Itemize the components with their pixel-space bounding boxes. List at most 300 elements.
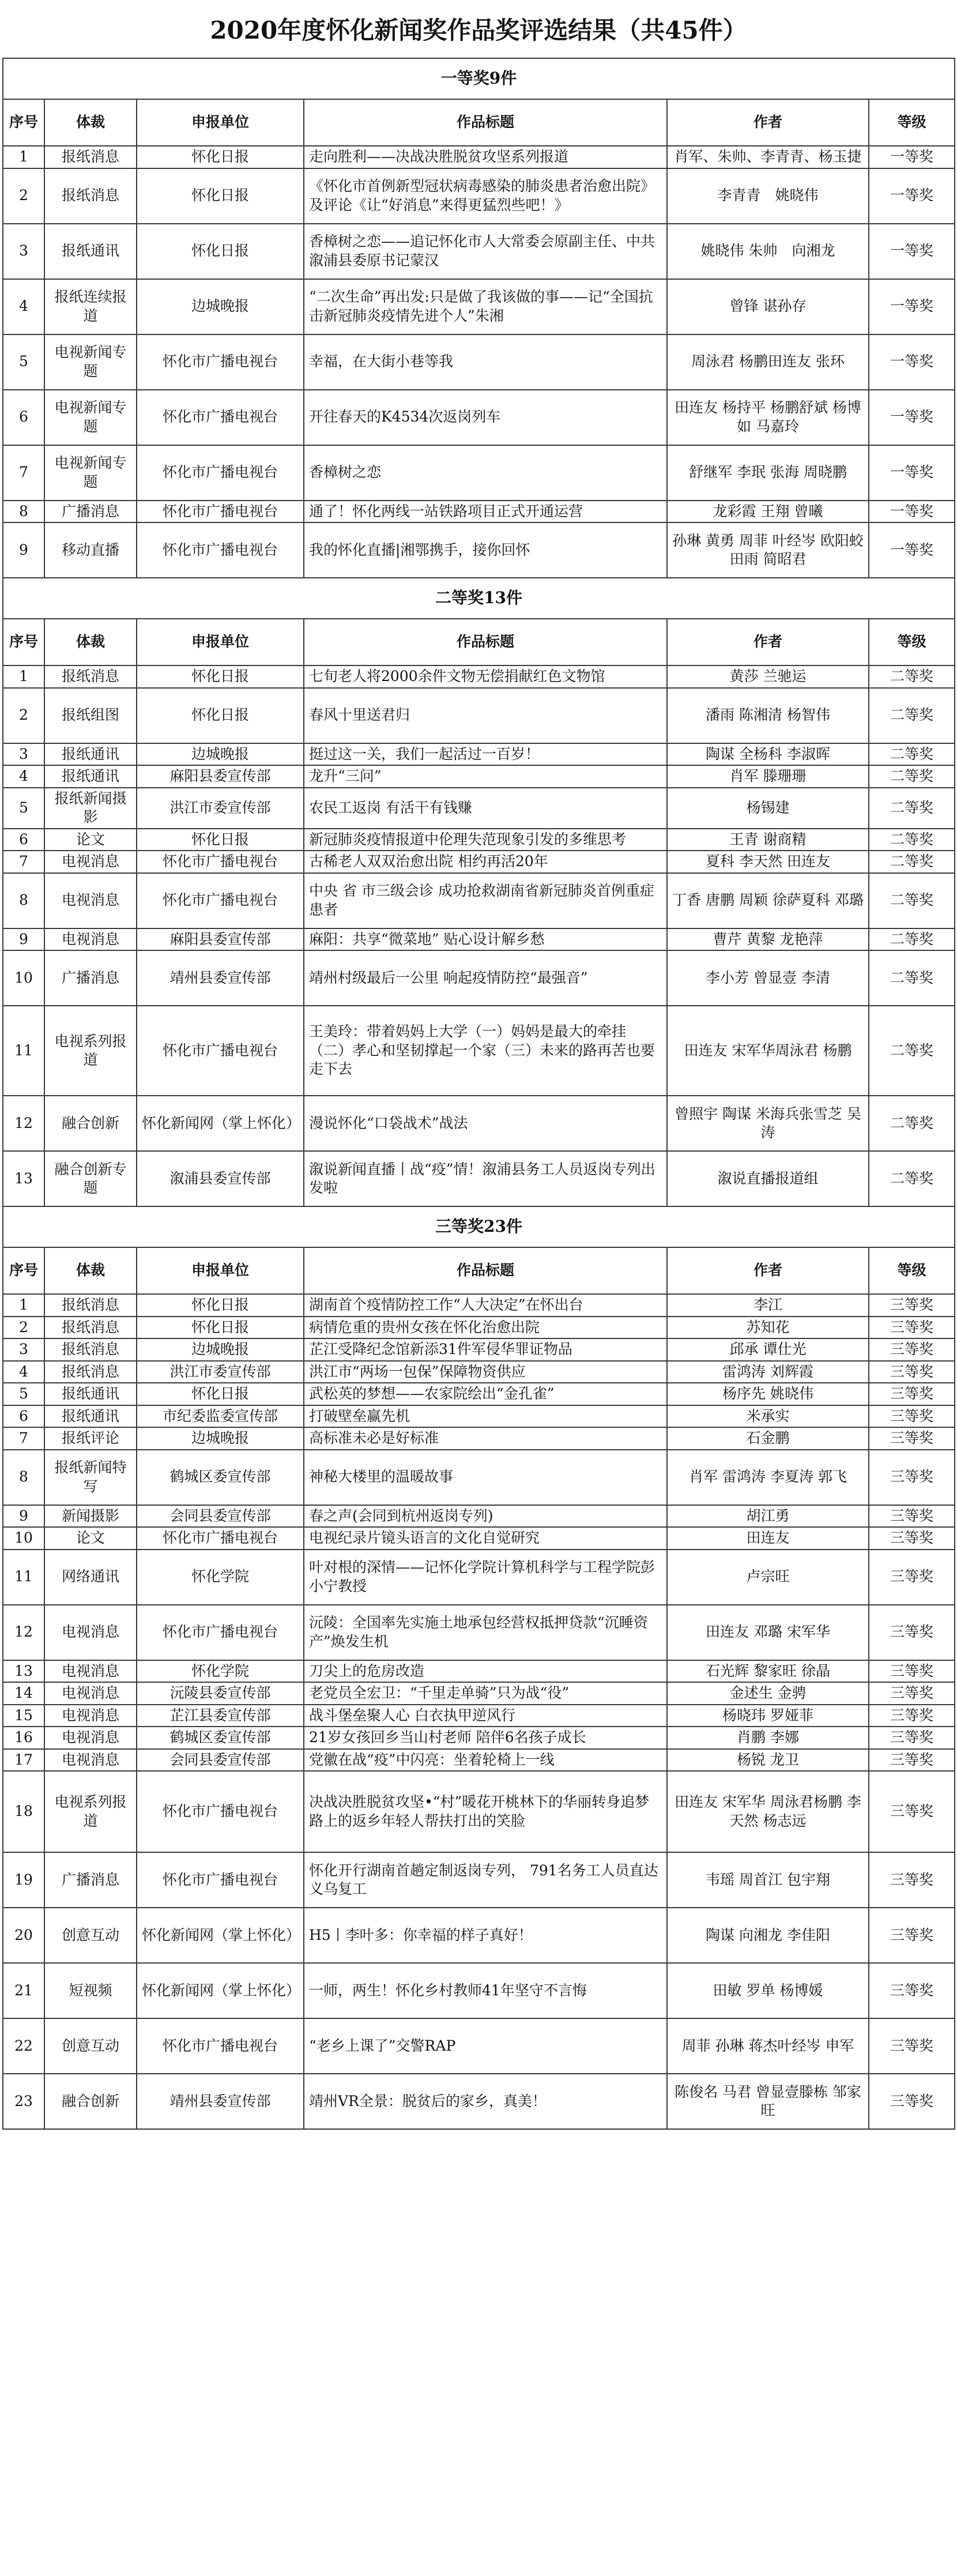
cell-title: 农民工返岗 有活干有钱赚: [304, 788, 667, 829]
cell-grade: 三等奖: [869, 2018, 955, 2074]
cell-author: 肖军 雷鸿涛 李夏涛 郭飞: [667, 1450, 869, 1505]
cell-genre: 电视消息: [44, 873, 137, 928]
table-row: [3, 851, 955, 873]
cell-title: 湖南首个疫情防控工作“人大决定”在怀出台: [304, 1294, 667, 1317]
cell-index: 4: [3, 1361, 44, 1383]
awards-table-body: [3, 58, 955, 2129]
cell-author: 陶谋 全杨科 李淑晖: [667, 743, 869, 766]
cell-title: 决战决胜脱贫攻坚•“村”暖花开桃林下的华丽转身追梦路上的返乡年轻人帮扶打出的笑脸: [304, 1771, 667, 1852]
cell-unit: 靖州县委宣传部: [137, 2074, 304, 2129]
cell-grade: 二等奖: [869, 765, 955, 788]
cell-genre: 广播消息: [44, 1852, 137, 1908]
cell-author: 田连友 邓璐 宋军华: [667, 1605, 869, 1660]
cell-grade: 二等奖: [869, 1151, 955, 1206]
cell-unit: 怀化市广播电视台: [137, 445, 304, 501]
cell-grade: 三等奖: [869, 1727, 955, 1749]
col-header-index: 序号: [3, 99, 44, 146]
cell-genre: 融合创新: [44, 2074, 137, 2129]
cell-genre: 报纸消息: [44, 665, 137, 688]
table-row: [3, 1727, 955, 1749]
cell-index: 9: [3, 522, 44, 578]
cell-grade: 二等奖: [869, 950, 955, 1006]
cell-index: 4: [3, 279, 44, 334]
section-title: 一等奖9件: [3, 58, 955, 99]
table-row: [3, 928, 955, 951]
cell-grade: 二等奖: [869, 829, 955, 851]
cell-unit: 麻阳县委宣传部: [137, 765, 304, 788]
cell-genre: 融合创新: [44, 1096, 137, 1151]
cell-index: 7: [3, 851, 44, 873]
cell-index: 3: [3, 743, 44, 766]
cell-title: 香樟树之恋: [304, 445, 667, 501]
col-header-grade: 等级: [869, 1247, 955, 1294]
cell-genre: 电视新闻专题: [44, 334, 137, 390]
table-row: [3, 1317, 955, 1339]
table-row: [3, 788, 955, 829]
cell-author: 肖鹏 李娜: [667, 1727, 869, 1749]
cell-index: 1: [3, 146, 44, 168]
cell-grade: 一等奖: [869, 501, 955, 523]
cell-author: 龙彩霞 王翔 曾曦: [667, 501, 869, 523]
cell-unit: 怀化市广播电视台: [137, 873, 304, 928]
cell-title: 刀尖上的危房改造: [304, 1660, 667, 1683]
cell-grade: 二等奖: [869, 1006, 955, 1096]
cell-genre: 创意互动: [44, 1908, 137, 1963]
cell-title: 靖州村级最后一公里 响起疫情防控“最强音”: [304, 950, 667, 1006]
cell-genre: 移动直播: [44, 522, 137, 578]
cell-title: 香樟树之恋——追记怀化市人大常委会原副主任、中共溆浦县委原书记蒙汉: [304, 224, 667, 279]
cell-unit: 怀化市广播电视台: [137, 1771, 304, 1852]
col-header-index: 序号: [3, 619, 44, 665]
cell-grade: 三等奖: [869, 1749, 955, 1772]
cell-author: 苏知花: [667, 1317, 869, 1339]
col-header-title: 作品标题: [304, 619, 667, 665]
table-row: [3, 1527, 955, 1550]
cell-index: 5: [3, 334, 44, 390]
section-header: [3, 1206, 955, 1247]
cell-unit: 怀化新闻网（掌上怀化）: [137, 1096, 304, 1151]
cell-grade: 二等奖: [869, 873, 955, 928]
column-header-row: [3, 619, 955, 665]
cell-title: 神秘大楼里的温暖故事: [304, 1450, 667, 1505]
table-row: [3, 1096, 955, 1151]
table-row: [3, 146, 955, 168]
cell-unit: 沅陵县委宣传部: [137, 1682, 304, 1705]
cell-grade: 三等奖: [869, 1383, 955, 1405]
section-header: [3, 578, 955, 619]
cell-title: 七旬老人将2000余件文物无偿捐献红色文物馆: [304, 665, 667, 688]
cell-grade: 三等奖: [869, 1660, 955, 1683]
cell-genre: 报纸消息: [44, 1361, 137, 1383]
cell-grade: 一等奖: [869, 522, 955, 578]
cell-index: 14: [3, 1682, 44, 1705]
cell-index: 22: [3, 2018, 44, 2074]
cell-grade: 二等奖: [869, 928, 955, 951]
cell-title: 一师，两生！怀化乡村教师41年坚守不言悔: [304, 1963, 667, 2018]
cell-title: 春风十里送君归: [304, 688, 667, 743]
cell-author: 肖军、朱帅、李青青、杨玉捷: [667, 146, 869, 168]
cell-genre: 报纸通讯: [44, 765, 137, 788]
cell-genre: 报纸消息: [44, 1338, 137, 1361]
cell-genre: 创意互动: [44, 2018, 137, 2074]
cell-index: 6: [3, 829, 44, 851]
table-row: [3, 1682, 955, 1705]
cell-author: 周菲 孙琳 蒋杰叶经岑 申军: [667, 2018, 869, 2074]
cell-grade: 三等奖: [869, 1338, 955, 1361]
cell-title: 怀化开行湖南首趟定制返岗专列， 791名务工人员直达义乌复工: [304, 1852, 667, 1908]
cell-index: 20: [3, 1908, 44, 1963]
cell-author: 姚晓伟 朱帅 向湘龙: [667, 224, 869, 279]
cell-grade: 三等奖: [869, 1450, 955, 1505]
cell-title: 21岁女孩回乡当山村老师 陪伴6名孩子成长: [304, 1727, 667, 1749]
cell-unit: 边城晚报: [137, 743, 304, 766]
cell-unit: 芷江县委宣传部: [137, 1705, 304, 1727]
table-row: [3, 1405, 955, 1428]
cell-grade: 三等奖: [869, 1294, 955, 1317]
cell-author: 李江: [667, 1294, 869, 1317]
table-row: [3, 1660, 955, 1683]
cell-index: 13: [3, 1660, 44, 1683]
cell-author: 田敏 罗单 杨博媛: [667, 1963, 869, 2018]
cell-author: 黄莎 兰驰运: [667, 665, 869, 688]
cell-title: 开往春天的K4534次返岗列车: [304, 390, 667, 445]
cell-title: 走向胜利——决战决胜脱贫攻坚系列报道: [304, 146, 667, 168]
table-row: [3, 1383, 955, 1405]
cell-grade: 二等奖: [869, 743, 955, 766]
cell-title: 王美玲：带着妈妈上大学（一）妈妈是最大的牵挂（二）孝心和坚韧撑起一个家（三）未来的路再苦也要走下去: [304, 1006, 667, 1096]
cell-unit: 边城晚报: [137, 1338, 304, 1361]
cell-unit: 靖州县委宣传部: [137, 950, 304, 1006]
cell-grade: 三等奖: [869, 1605, 955, 1660]
cell-genre: 报纸评论: [44, 1427, 137, 1450]
cell-index: 7: [3, 445, 44, 501]
cell-index: 18: [3, 1771, 44, 1852]
cell-title: 打破壁垒赢先机: [304, 1405, 667, 1428]
col-header-genre: 体裁: [44, 1247, 137, 1294]
cell-genre: 报纸消息: [44, 168, 137, 224]
cell-unit: 会同县委宣传部: [137, 1749, 304, 1772]
cell-title: 挺过这一关，我们一起活过一百岁！: [304, 743, 667, 766]
cell-unit: 怀化市广播电视台: [137, 522, 304, 578]
cell-title: 通了！怀化两线一站铁路项目正式开通运营: [304, 501, 667, 523]
cell-unit: 洪江市委宣传部: [137, 1361, 304, 1383]
cell-index: 8: [3, 873, 44, 928]
col-header-genre: 体裁: [44, 99, 137, 146]
cell-title: 洪江市“两场一包保”保障物资供应: [304, 1361, 667, 1383]
cell-index: 17: [3, 1749, 44, 1772]
col-header-unit: 申报单位: [137, 1247, 304, 1294]
cell-genre: 电视消息: [44, 1660, 137, 1683]
cell-author: 田连友 宋军华 周泳君杨鹏 李天然 杨志远: [667, 1771, 869, 1852]
cell-grade: 三等奖: [869, 1705, 955, 1727]
cell-grade: 三等奖: [869, 1908, 955, 1963]
cell-index: 3: [3, 224, 44, 279]
cell-genre: 融合创新专题: [44, 1151, 137, 1206]
cell-index: 5: [3, 788, 44, 829]
cell-unit: 怀化日报: [137, 1294, 304, 1317]
cell-author: 杨序先 姚晓伟: [667, 1383, 869, 1405]
cell-unit: 怀化日报: [137, 224, 304, 279]
cell-genre: 电视消息: [44, 928, 137, 951]
column-header-row: [3, 1247, 955, 1294]
cell-grade: 二等奖: [869, 665, 955, 688]
cell-author: 曹芹 黄黎 龙艳萍: [667, 928, 869, 951]
cell-genre: 报纸通讯: [44, 743, 137, 766]
cell-grade: 三等奖: [869, 1405, 955, 1428]
cell-unit: 怀化市广播电视台: [137, 334, 304, 390]
cell-grade: 一等奖: [869, 279, 955, 334]
cell-unit: 鹤城区委宣传部: [137, 1450, 304, 1505]
cell-unit: 怀化市广播电视台: [137, 851, 304, 873]
cell-unit: 怀化新闻网（掌上怀化）: [137, 1963, 304, 2018]
cell-author: 米承实: [667, 1405, 869, 1428]
cell-genre: 电视消息: [44, 1705, 137, 1727]
cell-grade: 二等奖: [869, 1096, 955, 1151]
cell-author: 曾照宇 陶谋 米海兵张雪芝 吴涛: [667, 1096, 869, 1151]
cell-unit: 怀化市广播电视台: [137, 1006, 304, 1096]
table-row: [3, 1505, 955, 1528]
cell-author: 杨锐 龙卫: [667, 1749, 869, 1772]
awards-table: [2, 58, 955, 2130]
table-row: [3, 168, 955, 224]
document-title: 2020年度怀化新闻奖作品奖评选结果（共45件）: [210, 16, 747, 44]
cell-title: 漫说怀化“口袋战术”战法: [304, 1096, 667, 1151]
table-row: [3, 688, 955, 743]
table-row: [3, 1749, 955, 1772]
cell-author: 胡江勇: [667, 1505, 869, 1528]
cell-unit: 怀化日报: [137, 168, 304, 224]
col-header-index: 序号: [3, 1247, 44, 1294]
table-row: [3, 1550, 955, 1605]
table-row: [3, 1771, 955, 1852]
col-header-author: 作者: [667, 619, 869, 665]
table-row: [3, 445, 955, 501]
cell-unit: 怀化学院: [137, 1660, 304, 1683]
cell-author: 孙琳 黄勇 周菲 叶经岑 欧阳蛟 田雨 简昭君: [667, 522, 869, 578]
table-row: [3, 1605, 955, 1660]
cell-index: 8: [3, 501, 44, 523]
cell-index: 13: [3, 1151, 44, 1206]
cell-title: 病情危重的贵州女孩在怀化治愈出院: [304, 1317, 667, 1339]
cell-grade: 三等奖: [869, 2074, 955, 2129]
table-row: [3, 1852, 955, 1908]
cell-author: 雷鸿涛 刘辉霞: [667, 1361, 869, 1383]
cell-unit: 怀化新闻网（掌上怀化）: [137, 1908, 304, 1963]
cell-grade: 三等奖: [869, 1361, 955, 1383]
cell-unit: 怀化日报: [137, 829, 304, 851]
cell-unit: 会同县委宣传部: [137, 1505, 304, 1528]
cell-author: 韦瑶 周首江 包宇翔: [667, 1852, 869, 1908]
cell-unit: 怀化市广播电视台: [137, 1527, 304, 1550]
table-row: [3, 2018, 955, 2074]
cell-author: 肖军 滕珊珊: [667, 765, 869, 788]
section-title: 二等奖13件: [3, 578, 955, 619]
cell-author: 李青青 姚晓伟: [667, 168, 869, 224]
cell-genre: 报纸连续报道: [44, 279, 137, 334]
cell-grade: 一等奖: [869, 224, 955, 279]
cell-index: 12: [3, 1605, 44, 1660]
cell-unit: 边城晚报: [137, 1427, 304, 1450]
cell-index: 2: [3, 688, 44, 743]
cell-title: 武松英的梦想——农家院绘出“金孔雀”: [304, 1383, 667, 1405]
cell-grade: 二等奖: [869, 788, 955, 829]
cell-genre: 报纸组图: [44, 688, 137, 743]
cell-unit: 怀化日报: [137, 1383, 304, 1405]
cell-title: 古稀老人双双治愈出院 相约再活20年: [304, 851, 667, 873]
cell-title: 《怀化市首例新型冠状病毒感染的肺炎患者治愈出院》及评论《让“好消息”来得更猛烈些吧！》: [304, 168, 667, 224]
cell-title: 麻阳：共享“微菜地” 贴心设计解乡愁: [304, 928, 667, 951]
table-row: [3, 522, 955, 578]
cell-index: 9: [3, 928, 44, 951]
cell-genre: 报纸通讯: [44, 1405, 137, 1428]
table-row: [3, 2074, 955, 2129]
cell-author: 田连友 杨持平 杨鹏舒斌 杨博如 马嘉玲: [667, 390, 869, 445]
cell-grade: 三等奖: [869, 1317, 955, 1339]
cell-author: 邱承 谭仕光: [667, 1338, 869, 1361]
cell-genre: 新闻摄影: [44, 1505, 137, 1528]
table-row: [3, 334, 955, 390]
cell-genre: 网络通讯: [44, 1550, 137, 1605]
cell-title: 新冠肺炎疫情报道中伦理失范现象引发的多维思考: [304, 829, 667, 851]
cell-grade: 三等奖: [869, 1771, 955, 1852]
cell-index: 9: [3, 1505, 44, 1528]
cell-title: 靖州VR全景：脱贫后的家乡，真美！: [304, 2074, 667, 2129]
cell-unit: 市纪委监委宣传部: [137, 1405, 304, 1428]
cell-author: 陈俊名 马君 曾显壹滕栋 邹家旺: [667, 2074, 869, 2129]
cell-index: 21: [3, 1963, 44, 2018]
cell-grade: 三等奖: [869, 1682, 955, 1705]
cell-grade: 三等奖: [869, 1963, 955, 2018]
cell-author: 陶谋 向湘龙 李佳阳: [667, 1908, 869, 1963]
cell-grade: 一等奖: [869, 445, 955, 501]
cell-genre: 电视系列报道: [44, 1771, 137, 1852]
cell-grade: 二等奖: [869, 851, 955, 873]
cell-title: 高标准未必是好标准: [304, 1427, 667, 1450]
section-header: [3, 58, 955, 99]
cell-index: 16: [3, 1727, 44, 1749]
cell-index: 12: [3, 1096, 44, 1151]
cell-index: 4: [3, 765, 44, 788]
cell-index: 7: [3, 1427, 44, 1450]
cell-unit: 怀化市广播电视台: [137, 2018, 304, 2074]
cell-grade: 二等奖: [869, 688, 955, 743]
section-title: 三等奖23件: [3, 1206, 955, 1247]
table-row: [3, 765, 955, 788]
table-row: [3, 1450, 955, 1505]
cell-unit: 边城晚报: [137, 279, 304, 334]
table-row: [3, 279, 955, 334]
cell-author: 金述生 金骋: [667, 1682, 869, 1705]
cell-title: 战斗堡垒聚人心 白衣执甲逆风行: [304, 1705, 667, 1727]
cell-author: 夏科 李天然 田连友: [667, 851, 869, 873]
cell-genre: 电视消息: [44, 1727, 137, 1749]
cell-genre: 报纸新闻摄影: [44, 788, 137, 829]
cell-index: 1: [3, 665, 44, 688]
cell-index: 15: [3, 1705, 44, 1727]
cell-index: 8: [3, 1450, 44, 1505]
col-header-grade: 等级: [869, 99, 955, 146]
column-header-row: [3, 99, 955, 146]
table-row: [3, 1908, 955, 1963]
col-header-title: 作品标题: [304, 1247, 667, 1294]
cell-genre: 论文: [44, 829, 137, 851]
table-row: [3, 1361, 955, 1383]
cell-index: 2: [3, 168, 44, 224]
cell-unit: 怀化日报: [137, 146, 304, 168]
cell-index: 23: [3, 2074, 44, 2129]
cell-grade: 三等奖: [869, 1427, 955, 1450]
cell-unit: 怀化学院: [137, 1550, 304, 1605]
cell-grade: 三等奖: [869, 1527, 955, 1550]
cell-grade: 三等奖: [869, 1550, 955, 1605]
cell-author: 杨锡建: [667, 788, 869, 829]
cell-title: 老党员全宏卫：“千里走单骑”只为战“役”: [304, 1682, 667, 1705]
cell-unit: 怀化市广播电视台: [137, 390, 304, 445]
cell-index: 6: [3, 1405, 44, 1428]
cell-grade: 一等奖: [869, 390, 955, 445]
cell-genre: 报纸通讯: [44, 224, 137, 279]
cell-author: 王青 谢商精: [667, 829, 869, 851]
cell-title: 中央 省 市三级会诊 成功抢救湖南省新冠肺炎首例重症患者: [304, 873, 667, 928]
table-row: [3, 950, 955, 1006]
cell-author: 潘雨 陈湘清 杨智伟: [667, 688, 869, 743]
col-header-unit: 申报单位: [137, 99, 304, 146]
cell-author: 卢宗旺: [667, 1550, 869, 1605]
cell-index: 5: [3, 1383, 44, 1405]
col-header-unit: 申报单位: [137, 619, 304, 665]
cell-unit: 怀化市广播电视台: [137, 1852, 304, 1908]
cell-genre: 电视系列报道: [44, 1006, 137, 1096]
cell-author: 丁香 唐鹏 周颖 徐萨夏科 邓璐: [667, 873, 869, 928]
cell-unit: 怀化日报: [137, 688, 304, 743]
table-row: [3, 390, 955, 445]
table-row: [3, 665, 955, 688]
cell-genre: 报纸消息: [44, 146, 137, 168]
cell-title: 龙升“三问”: [304, 765, 667, 788]
cell-title: 春之声(会同到杭州返岗专列): [304, 1505, 667, 1528]
table-row: [3, 1338, 955, 1361]
cell-unit: 溆浦县委宣传部: [137, 1151, 304, 1206]
cell-author: 溆说直播报道组: [667, 1151, 869, 1206]
cell-genre: 论文: [44, 1527, 137, 1550]
cell-genre: 报纸消息: [44, 1317, 137, 1339]
cell-genre: 广播消息: [44, 950, 137, 1006]
table-row: [3, 829, 955, 851]
cell-title: 幸福，在大街小巷等我: [304, 334, 667, 390]
col-header-genre: 体裁: [44, 619, 137, 665]
table-row: [3, 224, 955, 279]
cell-title: “二次生命”再出发:只是做了我该做的事——记“全国抗击新冠肺炎疫情先进个人”朱湘: [304, 279, 667, 334]
table-row: [3, 1427, 955, 1450]
cell-unit: 怀化市广播电视台: [137, 1605, 304, 1660]
cell-grade: 一等奖: [869, 146, 955, 168]
cell-title: 溆说新闻直播丨战“疫”情！溆浦县务工人员返岗专列出发啦: [304, 1151, 667, 1206]
cell-title: 沅陵：全国率先实施土地承包经营权抵押贷款“沉睡资产”焕发生机: [304, 1605, 667, 1660]
cell-unit: 怀化日报: [137, 1317, 304, 1339]
col-header-author: 作者: [667, 99, 869, 146]
cell-title: 电视纪录片镜头语言的文化自觉研究: [304, 1527, 667, 1550]
table-row: [3, 1151, 955, 1206]
cell-index: 19: [3, 1852, 44, 1908]
table-row: [3, 1963, 955, 2018]
cell-index: 10: [3, 1527, 44, 1550]
cell-title: “老乡上课了”交警RAP: [304, 2018, 667, 2074]
cell-genre: 报纸新闻特写: [44, 1450, 137, 1505]
cell-genre: 电视消息: [44, 1605, 137, 1660]
cell-index: 2: [3, 1317, 44, 1339]
cell-index: 11: [3, 1550, 44, 1605]
table-row: [3, 1006, 955, 1096]
